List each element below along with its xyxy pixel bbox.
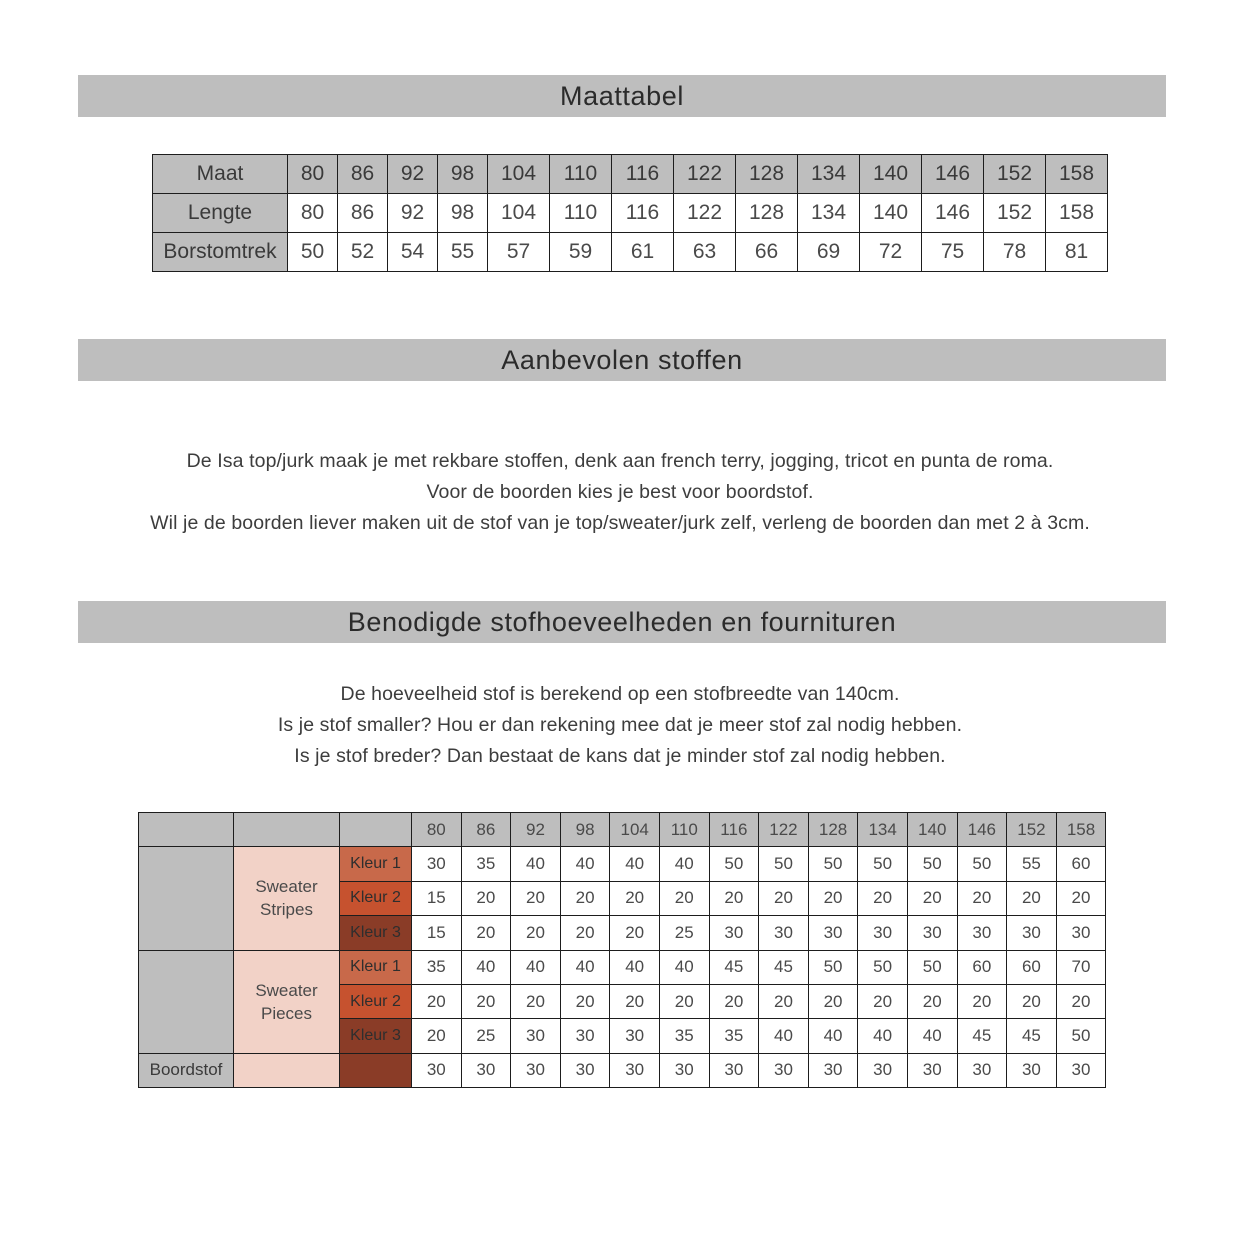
group-label-line2: Pieces	[260, 1003, 313, 1023]
table-row-maat	[153, 155, 1108, 194]
borstomtrek-cell: 59	[550, 233, 612, 272]
quantity-cell: 20	[1007, 984, 1057, 1018]
borstomtrek-cell: 54	[388, 233, 438, 272]
quantity-cell: 20	[412, 1019, 462, 1053]
borstomtrek-cell: 61	[612, 233, 674, 272]
quantity-cell: 30	[858, 916, 908, 950]
borstomtrek-cell: 55	[438, 233, 488, 272]
quantity-cell: 20	[560, 984, 610, 1018]
borstomtrek-cell: 50	[288, 233, 338, 272]
quantity-cell: 60	[957, 950, 1007, 984]
lengte-cell: 116	[612, 194, 674, 233]
size-header-cell: 140	[907, 813, 957, 847]
quantity-cell: 30	[560, 1019, 610, 1053]
quantity-cell: 55	[1007, 847, 1057, 881]
size-header-cell: 146	[957, 813, 1007, 847]
quantity-cell: 20	[659, 881, 709, 915]
size-header-cell: 104	[610, 813, 660, 847]
quantity-cell: 30	[1007, 1053, 1057, 1087]
borstomtrek-cell: 52	[338, 233, 388, 272]
section-title-text: Maattabel	[560, 80, 684, 111]
quantity-cell: 30	[461, 1053, 511, 1087]
color-label-kleur-1: Kleur 1	[340, 950, 412, 984]
size-header-cell: 98	[438, 155, 488, 194]
boordstof-pink-cell	[234, 1053, 340, 1087]
lengte-cell: 110	[550, 194, 612, 233]
quantity-cell: 30	[610, 1019, 660, 1053]
lengte-cell: 104	[488, 194, 550, 233]
paragraph-line: De hoeveelheid stof is berekend op een stofbreedte van 140cm.	[340, 683, 900, 705]
quantity-cell: 45	[1007, 1019, 1057, 1053]
quantity-cell: 20	[759, 984, 809, 1018]
color-label-kleur-3: Kleur 3	[340, 1019, 412, 1053]
quantity-cell: 30	[1007, 916, 1057, 950]
quantity-cell: 60	[1056, 847, 1106, 881]
quantity-cell: 20	[659, 984, 709, 1018]
quantity-cell: 30	[1056, 1053, 1106, 1087]
quantity-cell: 40	[659, 847, 709, 881]
size-header-cell: 128	[736, 155, 798, 194]
size-header-cell: 116	[612, 155, 674, 194]
quantity-cell: 50	[957, 847, 1007, 881]
empty-header-cell-3	[340, 813, 412, 847]
quantity-cell: 20	[412, 984, 462, 1018]
quantity-cell: 30	[759, 916, 809, 950]
size-chart-table	[152, 154, 1108, 272]
quantity-cell: 20	[709, 984, 759, 1018]
quantity-cell: 30	[808, 1053, 858, 1087]
lengte-cell: 146	[922, 194, 984, 233]
borstomtrek-cell: 57	[488, 233, 550, 272]
lengte-cell: 92	[388, 194, 438, 233]
size-header-cell: 158	[1056, 813, 1106, 847]
quantity-cell: 50	[808, 950, 858, 984]
table-row-lengte	[153, 194, 1108, 233]
quantity-cell: 20	[907, 881, 957, 915]
row-label-lengte: Lengte	[153, 194, 288, 233]
group-label-sweater-stripes	[234, 847, 340, 950]
size-header-cell: 98	[560, 813, 610, 847]
quantity-cell: 45	[957, 1019, 1007, 1053]
size-header-cell: 122	[674, 155, 736, 194]
empty-header-cell-2	[234, 813, 340, 847]
borstomtrek-cell: 81	[1046, 233, 1108, 272]
quantity-cell: 50	[907, 950, 957, 984]
size-header-cell: 92	[388, 155, 438, 194]
quantity-cell: 30	[412, 1053, 462, 1087]
quantity-cell: 45	[709, 950, 759, 984]
row-label-maat: Maat	[153, 155, 288, 194]
quantity-cell: 50	[858, 950, 908, 984]
quantity-cell: 40	[759, 1019, 809, 1053]
group1-blank-cell	[139, 847, 234, 950]
quantity-cell: 50	[1056, 1019, 1106, 1053]
size-header-cell: 92	[511, 813, 561, 847]
quantity-cell: 50	[907, 847, 957, 881]
group2-blank-cell	[139, 950, 234, 1053]
quantity-cell: 40	[560, 847, 610, 881]
size-header-cell: 128	[808, 813, 858, 847]
fabric-quantities-table	[138, 812, 1106, 1088]
quantity-cell: 45	[759, 950, 809, 984]
quantity-cell: 35	[659, 1019, 709, 1053]
borstomtrek-cell: 78	[984, 233, 1046, 272]
row-label-borstomtrek: Borstomtrek	[153, 233, 288, 272]
quantity-cell: 20	[808, 881, 858, 915]
quantity-cell: 20	[858, 881, 908, 915]
color-label-kleur-2: Kleur 2	[340, 881, 412, 915]
quantity-cell: 30	[1056, 916, 1106, 950]
quantity-cell: 20	[511, 916, 561, 950]
paragraph-line: Is je stof breder? Dan bestaat de kans dat je minder stof zal nodig hebben.	[294, 745, 946, 767]
fabrics-paragraph	[70, 446, 1170, 539]
quantity-cell: 50	[759, 847, 809, 881]
quantity-cell: 50	[808, 847, 858, 881]
lengte-cell: 80	[288, 194, 338, 233]
paragraph-line: Is je stof smaller? Hou er dan rekening mee dat je meer stof zal nodig hebben.	[277, 714, 963, 736]
quantity-cell: 35	[709, 1019, 759, 1053]
color-label-kleur-1: Kleur 1	[340, 847, 412, 881]
quantity-cell: 20	[610, 916, 660, 950]
quantity-cell: 20	[511, 984, 561, 1018]
quantity-cell: 40	[461, 950, 511, 984]
quantity-cell: 30	[858, 1053, 908, 1087]
quantity-cell: 20	[907, 984, 957, 1018]
quantity-cell: 40	[511, 950, 561, 984]
size-header-cell: 152	[984, 155, 1046, 194]
quantity-cell: 30	[709, 1053, 759, 1087]
lengte-cell: 128	[736, 194, 798, 233]
paragraph-line: Wil je de boorden liever maken uit de stof van je top/sweater/jurk zelf, verleng de boorden dan met 2 à 3cm.	[150, 512, 1090, 534]
size-header-cell: 110	[550, 155, 612, 194]
lengte-cell: 158	[1046, 194, 1108, 233]
quantity-cell: 15	[412, 881, 462, 915]
paragraph-line: De Isa top/jurk maak je met rekbare stoffen, denk aan french terry, jogging, tricot en punta de roma.	[186, 450, 1054, 472]
paragraph-line: Voor de boorden kies je best voor boordstof.	[426, 481, 814, 503]
quantity-cell: 60	[1007, 950, 1057, 984]
size-header-cell: 104	[488, 155, 550, 194]
quantity-cell: 40	[659, 950, 709, 984]
size-header-cell: 158	[1046, 155, 1108, 194]
quantity-cell: 30	[511, 1019, 561, 1053]
quantity-cell: 30	[759, 1053, 809, 1087]
quantity-cell: 20	[560, 881, 610, 915]
quantity-cell: 20	[957, 984, 1007, 1018]
quantity-cell: 40	[610, 847, 660, 881]
quantity-cell: 20	[511, 881, 561, 915]
size-header-cell: 86	[461, 813, 511, 847]
lengte-cell: 140	[860, 194, 922, 233]
size-header-cell: 134	[798, 155, 860, 194]
quantity-cell: 30	[659, 1053, 709, 1087]
section-header-maattabel	[78, 75, 1166, 117]
quantity-cell: 20	[1056, 984, 1106, 1018]
lengte-cell: 86	[338, 194, 388, 233]
quantity-cell: 40	[560, 950, 610, 984]
boordstof-color-swatch	[340, 1053, 412, 1087]
size-header-cell: 134	[858, 813, 908, 847]
section-title-text: Benodigde stofhoeveelheden en fournituren	[347, 606, 897, 637]
quantity-cell: 30	[511, 1053, 561, 1087]
size-header-cell: 122	[759, 813, 809, 847]
quantity-cell: 20	[1056, 881, 1106, 915]
table-row	[139, 847, 1106, 881]
quantity-cell: 30	[610, 1053, 660, 1087]
quantity-cell: 20	[461, 881, 511, 915]
size-header-cell: 152	[1007, 813, 1057, 847]
borstomtrek-cell: 72	[860, 233, 922, 272]
empty-header-cell-1	[139, 813, 234, 847]
quantity-cell: 20	[808, 984, 858, 1018]
size-header-cell: 146	[922, 155, 984, 194]
quantity-cell: 35	[412, 950, 462, 984]
quantity-cell: 20	[1007, 881, 1057, 915]
lengte-cell: 122	[674, 194, 736, 233]
quantity-cell: 20	[957, 881, 1007, 915]
quantity-cell: 20	[461, 984, 511, 1018]
color-label-kleur-2: Kleur 2	[340, 984, 412, 1018]
quantity-cell: 70	[1056, 950, 1106, 984]
quantity-cell: 15	[412, 916, 462, 950]
quantity-cell: 40	[808, 1019, 858, 1053]
quantity-cell: 30	[907, 916, 957, 950]
quantity-cell: 25	[461, 1019, 511, 1053]
section-header-aanbevolen-stoffen	[78, 339, 1166, 381]
size-header-cell: 110	[659, 813, 709, 847]
size-header-cell: 80	[288, 155, 338, 194]
borstomtrek-cell: 69	[798, 233, 860, 272]
group-label-line1: Sweater	[255, 877, 318, 897]
quantity-cell: 30	[957, 1053, 1007, 1087]
group-label-sweater-pieces	[234, 950, 340, 1053]
quantity-cell: 25	[659, 916, 709, 950]
quantity-cell: 40	[610, 950, 660, 984]
quantity-cell: 40	[511, 847, 561, 881]
lengte-cell: 152	[984, 194, 1046, 233]
quantity-cell: 30	[412, 847, 462, 881]
quantity-cell: 40	[858, 1019, 908, 1053]
lengte-cell: 134	[798, 194, 860, 233]
quantity-cell: 20	[610, 984, 660, 1018]
group-label-line1: Sweater	[255, 980, 318, 1000]
size-header-cell: 140	[860, 155, 922, 194]
quantity-cell: 20	[610, 881, 660, 915]
quantity-cell: 50	[709, 847, 759, 881]
row-label-boordstof: Boordstof	[139, 1053, 234, 1087]
group-label-line2: Stripes	[260, 900, 313, 920]
table-row-borstomtrek	[153, 233, 1108, 272]
borstomtrek-cell: 66	[736, 233, 798, 272]
quantities-paragraph	[70, 679, 1170, 772]
size-header-cell: 116	[709, 813, 759, 847]
color-label-kleur-3: Kleur 3	[340, 916, 412, 950]
table-row-boordstof	[139, 1053, 1106, 1087]
quantity-cell: 20	[560, 916, 610, 950]
size-header-cell: 86	[338, 155, 388, 194]
lengte-cell: 98	[438, 194, 488, 233]
borstomtrek-cell: 75	[922, 233, 984, 272]
quantity-cell: 30	[957, 916, 1007, 950]
size-header-cell: 80	[412, 813, 462, 847]
section-header-benodigde-stofhoeveelheden	[78, 601, 1166, 643]
quantity-cell: 20	[759, 881, 809, 915]
quantity-cell: 20	[709, 881, 759, 915]
section-title-text: Aanbevolen stoffen	[501, 344, 743, 375]
quantity-cell: 35	[461, 847, 511, 881]
quantity-cell: 30	[709, 916, 759, 950]
quantity-cell: 30	[907, 1053, 957, 1087]
table-row	[139, 950, 1106, 984]
quantity-cell: 40	[907, 1019, 957, 1053]
quantity-cell: 20	[858, 984, 908, 1018]
borstomtrek-cell: 63	[674, 233, 736, 272]
quantity-cell: 30	[560, 1053, 610, 1087]
quantity-cell: 20	[461, 916, 511, 950]
quantity-cell: 30	[808, 916, 858, 950]
quantity-cell: 50	[858, 847, 908, 881]
table-header-row	[139, 813, 1106, 847]
